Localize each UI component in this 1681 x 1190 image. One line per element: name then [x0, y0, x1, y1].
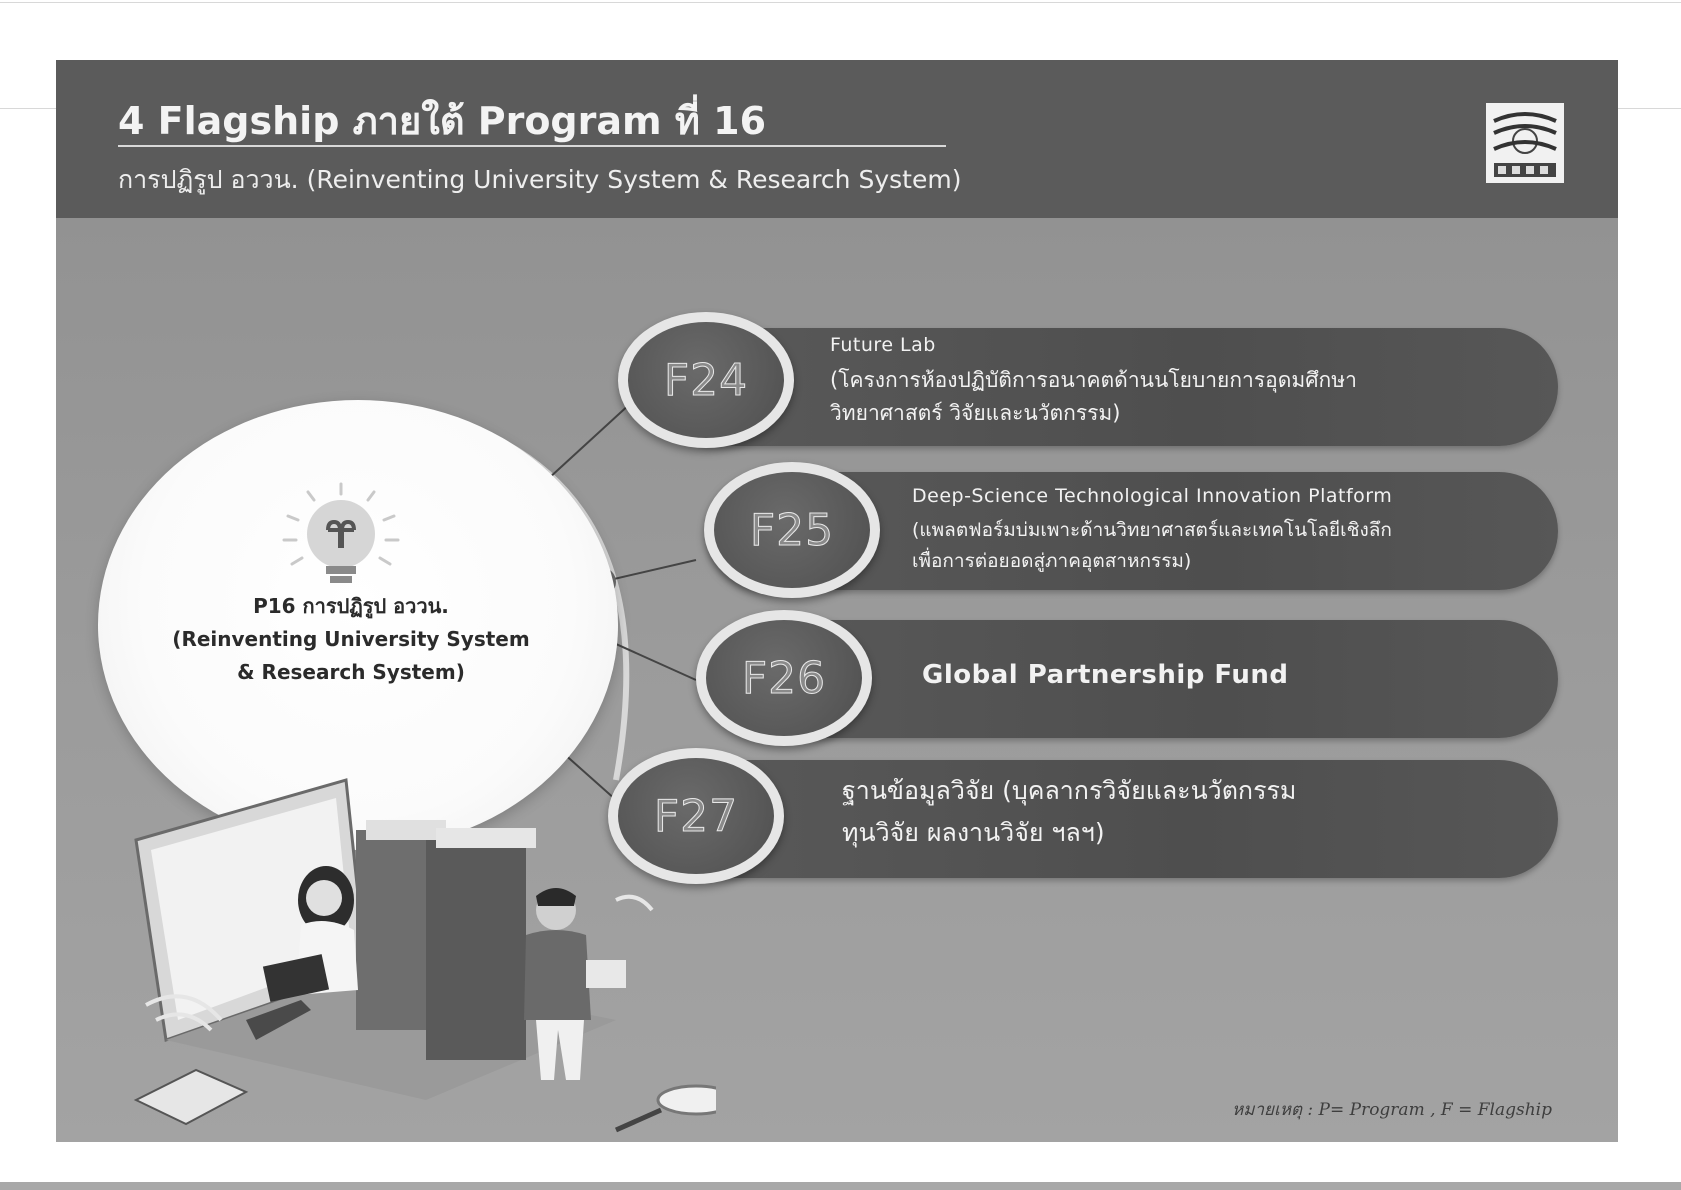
lightbulb-icon	[266, 478, 416, 588]
vsri-logo-icon	[1486, 103, 1564, 183]
flagship-code-f26: F26	[741, 652, 827, 704]
flagship-slide	[56, 60, 1618, 1142]
people-laptop-illustration	[96, 720, 716, 1140]
flagship-badge-f24	[618, 312, 794, 448]
program-label-line2: (Reinventing University System	[172, 627, 530, 651]
flagship-title-f26: Global Partnership Fund	[922, 660, 1289, 690]
flagship-badge-f26	[696, 610, 872, 746]
title-underline	[118, 145, 946, 147]
legend-note: หมายเหตุ : P= Program , F = Flagship	[1232, 1100, 1552, 1120]
flagship-desc-f25-line2: เพื่อการต่อยอดสู่ภาคอุตสาหกรรม)	[912, 550, 1192, 572]
flagship-title-f25: Deep-Science Technological Innovation Platform	[912, 485, 1393, 507]
flagship-desc-f24-line2: วิทยาศาสตร์ วิจัยและนวัตกรรม)	[830, 401, 1121, 425]
flagship-code-f24: F24	[663, 354, 749, 406]
flagship-code-f25: F25	[749, 504, 835, 556]
flagship-desc-f25-line1: (แพลตฟอร์มบ่มเพาะด้านวิทยาศาสตร์และเทคโนโลยีเชิงลึก	[912, 519, 1392, 541]
flagship-text-f25	[912, 485, 1552, 577]
flagship-text-f24	[830, 334, 1530, 430]
flagship-code-f27: F27	[653, 790, 739, 842]
flagship-desc-f27-line2: ทุนวิจัย ผลงานวิจัย ฯลฯ)	[842, 818, 1105, 847]
slide-header	[56, 60, 1618, 218]
flagship-desc-f27-line1: ฐานข้อมูลวิจัย (บุคลากรวิจัยและนวัตกรรม	[842, 776, 1297, 805]
flagship-title-f24: Future Lab	[830, 334, 936, 356]
program-label-line1: P16 การปฏิรูป อววน.	[253, 594, 449, 618]
scan-line-top	[0, 2, 1681, 3]
flagship-badge-f25	[704, 462, 880, 598]
flagship-text-f27	[842, 770, 1522, 854]
slide-subtitle: การปฏิรูป อววน. (Reinventing University System & Research System)	[118, 165, 962, 194]
slide-title: 4 Flagship ภายใต้ Program ที่ 16	[118, 99, 767, 143]
program-label-line3: & Research System)	[237, 660, 465, 684]
program-label	[136, 590, 566, 689]
flagship-desc-f24-line1: (โครงการห้องปฏิบัติการอนาคตด้านนโยบายการอุดมศึกษา	[830, 368, 1357, 392]
page-bottom-edge	[0, 1182, 1681, 1190]
